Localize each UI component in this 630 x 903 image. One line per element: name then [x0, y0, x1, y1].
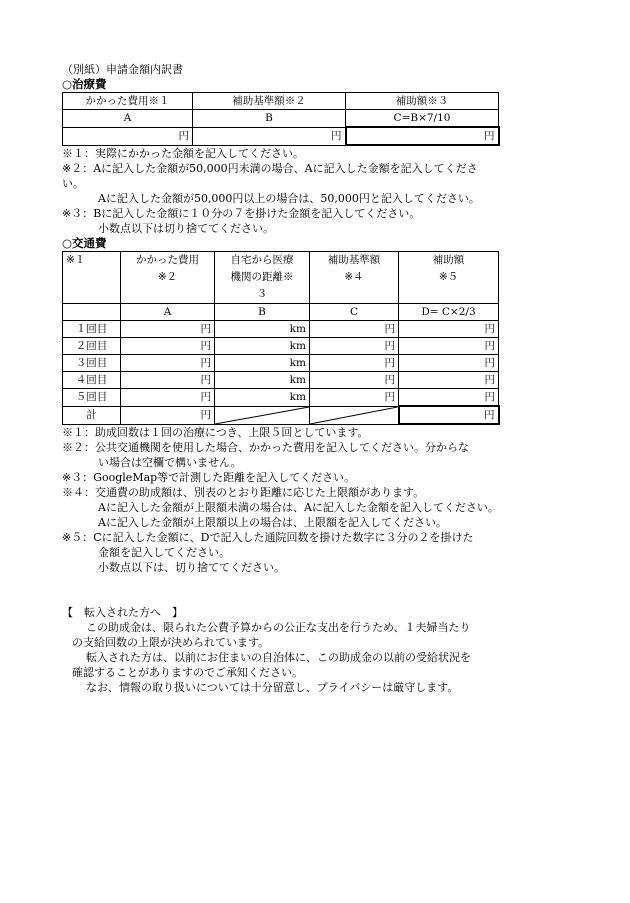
input-subsidy[interactable]: 円 — [399, 389, 499, 407]
document-page — [62, 62, 572, 695]
transport-code-a: A — [121, 304, 215, 321]
input-subsidy[interactable]: 円 — [399, 355, 499, 372]
treatment-table — [62, 92, 500, 146]
transport-header-subsidy: 補助額 ※５ — [399, 252, 499, 304]
input-base[interactable]: 円 — [310, 321, 399, 338]
diagonal-line — [215, 407, 309, 424]
total-cost[interactable]: 円 — [121, 406, 215, 424]
note-line: ※３：Bに記入した金額に１０分の７を掛けた金額を記入してください。 — [62, 207, 421, 220]
total-subsidy[interactable]: 円 — [399, 406, 499, 424]
transport-corner: ※１ — [63, 252, 121, 304]
table-row — [63, 389, 499, 407]
input-distance[interactable]: km — [215, 372, 310, 389]
note-line: ※５：Cに記入した金額に、Dで記入した通院回数を掛けた数字に３分の２を掛けた — [62, 531, 474, 544]
transport-code-d: D= C×2/3 — [399, 304, 499, 321]
treatment-heading: ○治療費 — [62, 77, 107, 91]
input-base[interactable]: 円 — [310, 389, 399, 407]
transport-header-cost: かかった費用 ※２ — [121, 252, 215, 304]
treatment-notes — [62, 146, 572, 236]
note-line: ※２：Aに記入した金額が50,000円未満の場合、Aに記入した金額を記入してくださ — [62, 162, 478, 175]
input-cost[interactable]: 円 — [121, 321, 215, 338]
transport-heading: ○交通費 — [62, 236, 107, 250]
total-row — [63, 406, 499, 424]
note-line: ※１：実際にかかった金額を記入してください。 — [62, 147, 304, 160]
input-base[interactable]: 円 — [310, 355, 399, 372]
treatment-code-a: A — [63, 110, 193, 128]
treatment-input-cost[interactable]: 円 — [63, 127, 193, 145]
diagonal-line — [310, 407, 398, 424]
table-row — [63, 355, 499, 372]
treatment-code-c: C=B×7/10 — [346, 110, 499, 128]
notice-line: の支給回数の上限が決められています。 — [72, 636, 270, 649]
treatment-header-subsidy: 補助額※３ — [346, 93, 499, 110]
transport-code-b: B — [215, 304, 310, 321]
note-line: Aに記入した金額が上限額以上の場合は、上限額を記入してください。 — [98, 516, 447, 529]
transport-header-distance: 自宅から医療 機関の距離※ ３ — [215, 252, 310, 304]
treatment-header-cost: かかった費用※１ — [63, 93, 193, 110]
note-line: 小数点以下は切り捨ててください。 — [98, 222, 274, 235]
transport-notes — [62, 425, 572, 575]
input-distance[interactable]: km — [215, 321, 310, 338]
input-cost[interactable]: 円 — [121, 355, 215, 372]
note-line: い。 — [62, 177, 84, 190]
note-line: 金額を記入してください。 — [98, 546, 230, 559]
transport-header-base: 補助基準額 ※４ — [310, 252, 399, 304]
table-row — [63, 372, 499, 389]
input-subsidy[interactable]: 円 — [399, 372, 499, 389]
row-label: ２回目 — [63, 338, 121, 355]
row-label: ４回目 — [63, 372, 121, 389]
note-line: 小数点以下は、切り捨ててください。 — [98, 561, 285, 574]
notice-line: 確認することがありますのでご承知ください。 — [72, 666, 303, 679]
treatment-input-subsidy[interactable]: 円 — [346, 127, 499, 145]
note-line: Aに記入した金額が50,000円以上の場合は、50,000円と記入してください。 — [98, 192, 480, 205]
diagonal-cell — [310, 406, 399, 424]
treatment-input-base[interactable]: 円 — [193, 127, 346, 145]
input-subsidy[interactable]: 円 — [399, 338, 499, 355]
transport-code-c: C — [310, 304, 399, 321]
input-subsidy[interactable]: 円 — [399, 321, 499, 338]
input-distance[interactable]: km — [215, 338, 310, 355]
document-title: （別紙）申請金額内訳書 — [62, 63, 183, 76]
input-base[interactable]: 円 — [310, 338, 399, 355]
diagonal-cell — [215, 406, 310, 424]
note-line: Aに記入した金額が上限額未満の場合は、Aに記入した金額を記入してください。 — [98, 501, 499, 514]
row-label: １回目 — [63, 321, 121, 338]
table-row — [63, 321, 499, 338]
note-line: ※３：GoogleMap等で計測した距離を記入してください。 — [62, 471, 356, 484]
input-cost[interactable]: 円 — [121, 389, 215, 407]
input-distance[interactable]: km — [215, 389, 310, 407]
note-line: ※４：交通費の助成額は、別表のとおり距離に応じた上限額があります。 — [62, 486, 425, 499]
note-line: ※１：助成回数は１回の治療につき、上限５回としています。 — [62, 426, 369, 439]
notice-line: この助成金は、限られた公費予算からの公正な支出を行うため、１夫婦当たり — [86, 621, 471, 634]
transport-table — [62, 251, 500, 425]
note-line: い場合は空欄で構いません。 — [98, 456, 242, 469]
treatment-code-b: B — [193, 110, 346, 128]
input-base[interactable]: 円 — [310, 372, 399, 389]
total-label: 計 — [63, 406, 121, 424]
row-label: ３回目 — [63, 355, 121, 372]
treatment-header-base: 補助基準額※２ — [193, 93, 346, 110]
notice-line: なお、情報の取り扱いについては十分留意し、プライバシーは厳守します。 — [86, 681, 459, 694]
input-cost[interactable]: 円 — [121, 338, 215, 355]
notice-heading: 【 転入された方へ 】 — [62, 606, 183, 619]
transport-code-blank — [63, 304, 121, 321]
input-distance[interactable]: km — [215, 355, 310, 372]
note-line: ※２：公共交通機関を使用した場合、かかった費用を記入してください。分からな — [62, 441, 469, 454]
input-cost[interactable]: 円 — [121, 372, 215, 389]
table-row — [63, 338, 499, 355]
notice-line: 転入された方は、以前にお住まいの自治体に、この助成金の以前の受給状況を — [86, 651, 471, 664]
transfer-notice — [62, 605, 572, 695]
row-label: ５回目 — [63, 389, 121, 407]
